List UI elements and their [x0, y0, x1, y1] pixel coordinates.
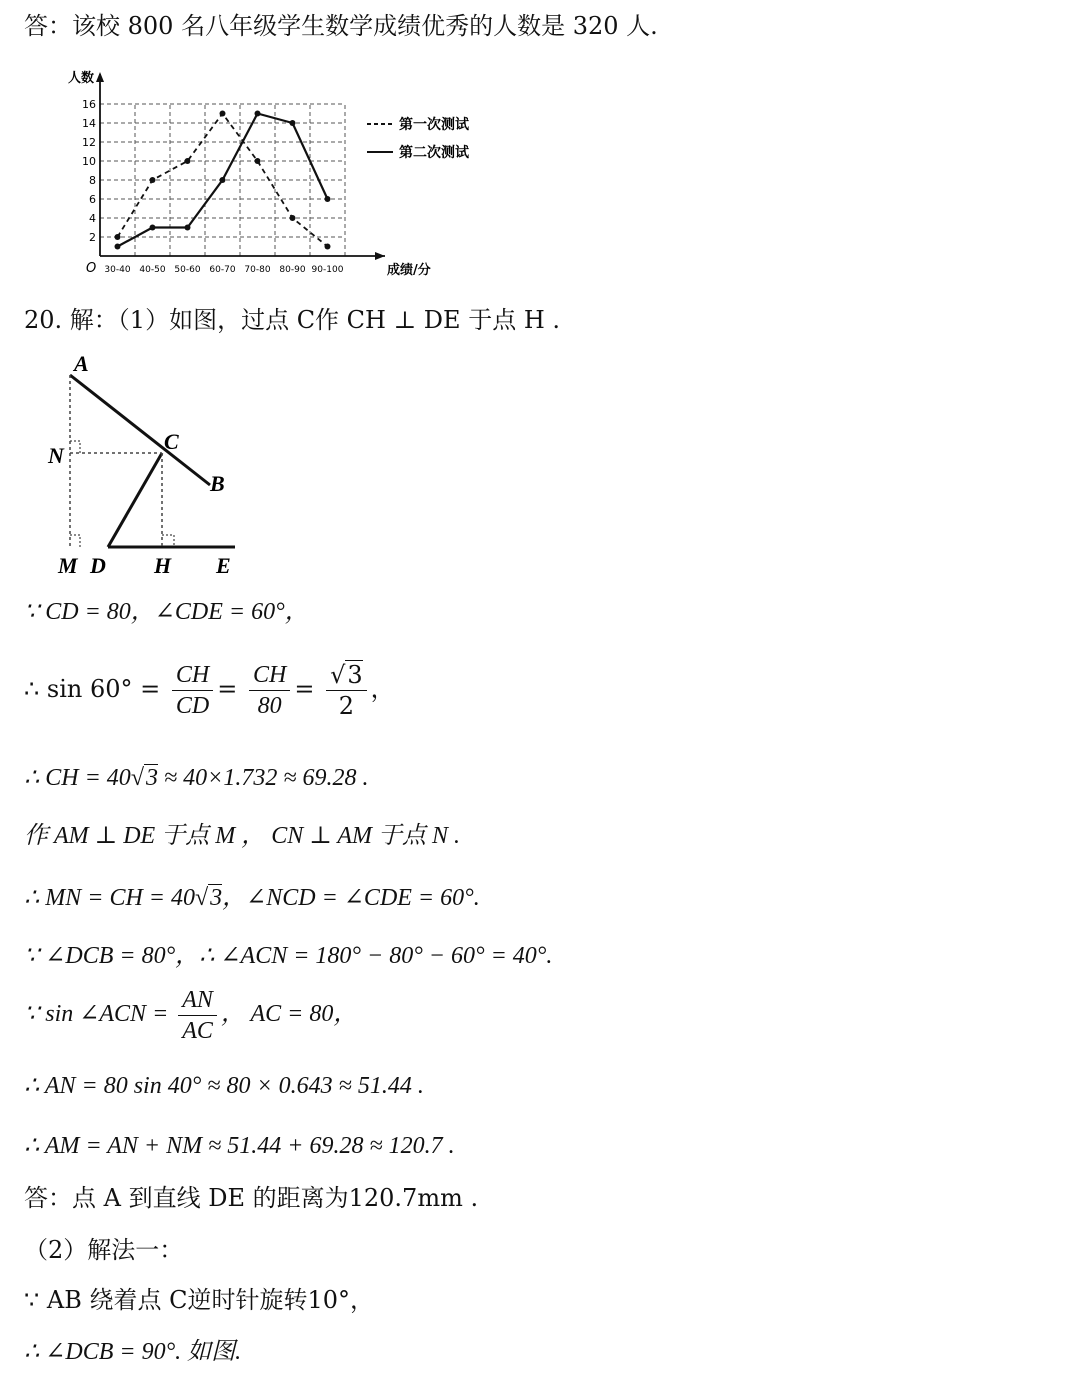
line-sin-acn: ∵ sin ∠ACN = $\frac{AN}{AC}$ ， AC = 80， — [24, 987, 358, 1044]
x-tick-label: 70-80 — [244, 265, 271, 275]
q20-intro: 20. 解：（1）如图，过点 C作 CH ⊥ DE 于点 H . — [24, 306, 561, 334]
y-tick-label: 16 — [82, 98, 96, 111]
x-tick-label: 90-100 — [311, 265, 344, 275]
x-tick-label: 80-90 — [279, 265, 306, 275]
label-E: E — [216, 553, 231, 578]
data-point — [220, 111, 226, 117]
label-C: C — [164, 429, 179, 454]
y-tick-label: 10 — [82, 155, 96, 168]
line-method-one: （2）解法一： — [24, 1236, 184, 1264]
x-axis-label: 成绩/分 — [387, 263, 431, 278]
answer-19: 答：该校 800 名八年级学生数学成绩优秀的人数是 320 人. — [24, 12, 658, 40]
sin60-lhs: ∴ sin 60° = — [24, 675, 161, 703]
data-point — [290, 215, 296, 221]
frac-ch-80: $\frac{CH}{80}$ — [249, 660, 290, 721]
y-tick-label: 12 — [82, 136, 96, 149]
x-tick-label: 60-70 — [209, 265, 236, 275]
line-cd-80: ∵ CD = 80，∠CDE = 60°， — [24, 599, 309, 625]
x-tick-label: 30-40 — [104, 265, 131, 275]
data-point — [185, 225, 191, 231]
label-B: B — [210, 471, 225, 496]
data-point — [220, 177, 226, 183]
y-tick-label: 14 — [82, 117, 96, 130]
origin-label: O — [86, 261, 97, 276]
y-tick-label: 6 — [89, 193, 96, 206]
line-rotation: ∵ AB 绕着点 C逆时针旋转10°， — [24, 1286, 375, 1314]
data-point — [255, 111, 261, 117]
line-am-value: ∴ AM = AN + NM ≈ 51.44 + 69.28 ≈ 120.7 . — [24, 1133, 455, 1159]
data-point — [115, 234, 121, 240]
label-A: A — [74, 351, 89, 376]
line-an-value: ∴ AN = 80 sin 40° ≈ 80 × 0.643 ≈ 51.44 . — [24, 1073, 424, 1099]
x-tick-label: 50-60 — [174, 265, 201, 275]
data-point — [185, 158, 191, 164]
frac-an-ac: $\frac{AN}{AC}$ — [178, 985, 217, 1046]
y-tick-label: 4 — [89, 212, 96, 225]
legend-label-1: 第一次测试 — [399, 117, 469, 133]
data-point — [255, 158, 261, 164]
frac-sqrt3-2: $\frac{√3}{2}$ — [326, 660, 367, 721]
frac-ch-cd: $\frac{CH}{CD}$ — [172, 660, 213, 721]
y-tick-label: 2 — [89, 231, 96, 244]
data-point — [115, 244, 121, 250]
label-N: N — [48, 443, 64, 468]
line-construct-am: 作 AM ⊥ DE 于点 M ， CN ⊥ AM 于点 N . — [24, 823, 461, 849]
line-sin60: ∴ sin 60° = $\frac{CH}{CD}$ = $\frac{CH}{80}$ = $\frac{√3}{2}$ ， — [24, 661, 395, 720]
line-ch-value: ∴ CH = 40√3 ≈ 40×1.732 ≈ 69.28 . — [24, 765, 369, 791]
label-M: M — [58, 553, 78, 578]
label-H: H — [154, 553, 172, 578]
data-point — [325, 196, 331, 202]
line-angle-dcb-90: ∴ ∠DCB = 90°. 如图. — [24, 1339, 242, 1365]
line-answer-distance: 答：点 A 到直线 DE 的距离为120.7mm . — [24, 1184, 479, 1212]
label-D: D — [90, 553, 106, 578]
x-axis-arrow — [375, 252, 385, 260]
geometry-figure — [40, 345, 290, 585]
score-line-chart — [60, 66, 580, 286]
line-mn-ch: ∴ MN = CH = 40√3，∠NCD = ∠CDE = 60°. — [24, 885, 480, 911]
y-axis-label: 人数 — [68, 71, 95, 86]
x-tick-label: 40-50 — [139, 265, 166, 275]
y-tick-label: 8 — [89, 174, 96, 187]
data-point — [150, 225, 156, 231]
data-point — [290, 120, 296, 126]
data-point — [325, 244, 331, 250]
data-point — [150, 177, 156, 183]
legend-label-2: 第二次测试 — [399, 145, 469, 161]
line-angle-acn: ∵ ∠DCB = 80°，∴ ∠ACN = 180° − 80° − 60° = 40°. — [24, 943, 553, 969]
y-axis-arrow — [96, 72, 104, 82]
